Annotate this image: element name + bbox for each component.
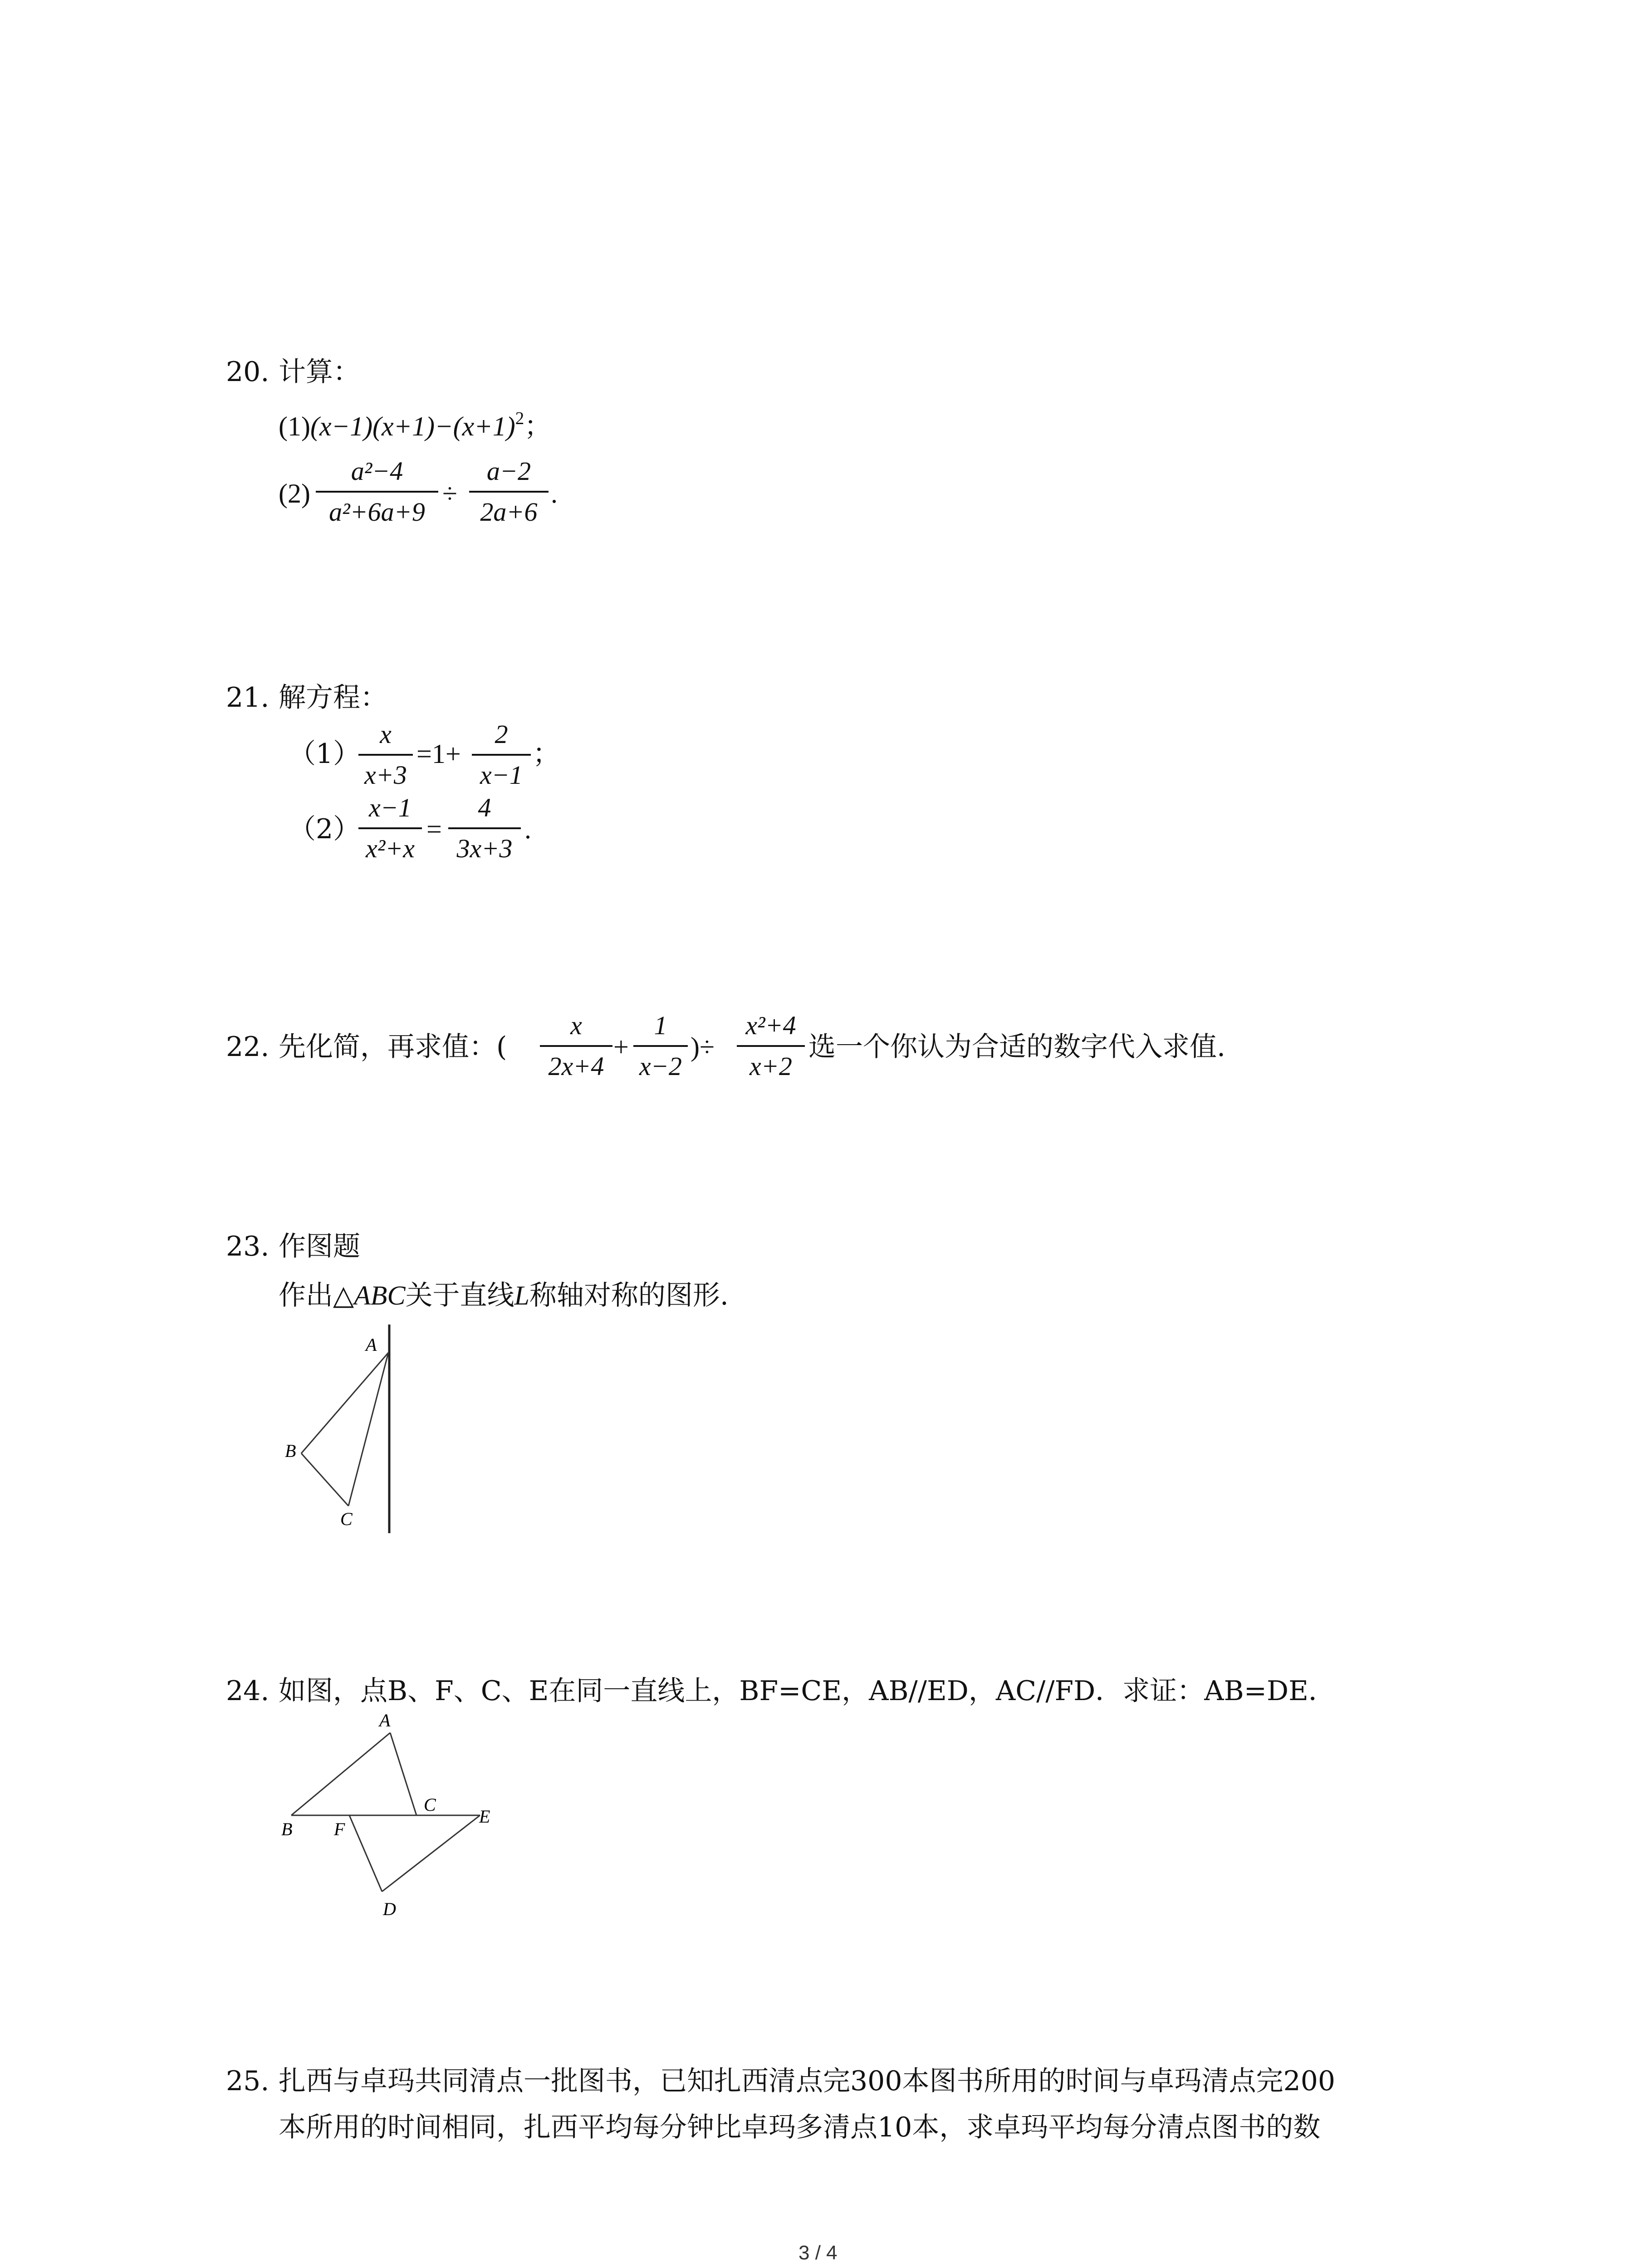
q22-fraction3 [737,1012,805,1080]
numerator: x²+4 [745,1011,796,1040]
q23-triangle-name: ABC [354,1281,406,1310]
segment-AC [390,1733,416,1815]
q20-title: 计算： [279,356,360,388]
label-D: D [383,1899,396,1919]
denominator: x²+x [365,834,415,863]
numerator: a−2 [486,456,531,486]
label-F: F [334,1819,345,1839]
segment-AB [291,1733,390,1815]
q21-title: 解方程： [279,682,387,714]
label-A: A [379,1710,391,1730]
numerator: a²−4 [351,456,403,486]
page-number: 3 / 4 [798,2242,838,2264]
numerator: x−1 [369,793,411,822]
q23-number: 23. [226,1231,269,1262]
label-B: B [281,1819,293,1839]
q22-plus: + [613,1032,629,1062]
q23-text-b: 关于直线 [405,1280,514,1311]
numerator: 4 [478,793,491,822]
q23-figure [272,1325,408,1538]
q21-part2-fraction2 [448,795,521,862]
q22-tail: 选一个你认为合适的数字代入求值. [808,1031,1226,1063]
segment-FD [349,1815,382,1892]
q22-close-divide: )÷ [691,1032,715,1062]
q22-number: 22. [226,1031,269,1063]
numerator: 2 [495,719,508,749]
q20-part2-fraction1 [316,458,438,525]
q21-part1-tag: （1） [289,738,361,770]
numerator: x [380,719,392,749]
q20-part2-end: . [551,479,558,508]
label-A: A [366,1334,377,1355]
q20-part1-tag: (1) [279,411,310,441]
q20-part2-fraction2 [469,458,549,525]
q22-fraction1 [540,1012,612,1080]
denominator: 2x+4 [548,1051,604,1081]
q22-lead: 先化简，再求值：( [279,1031,507,1063]
segment-DE [382,1815,480,1892]
q21-part2-end: . [524,814,531,844]
q25-number: 25. [226,2065,269,2097]
denominator: x+2 [749,1051,792,1081]
q20-part1-expr: (x−1)(x+1)−(x+1) [310,411,515,441]
q20-part1-exponent: 2 [515,408,524,428]
q21-part1-mid: =1+ [416,739,461,769]
denominator: 3x+3 [456,834,513,863]
q21-part2-mid: = [426,814,442,844]
q23-line-name: L [514,1281,529,1310]
q23-text-a: 作出△ [279,1280,354,1311]
denominator: a²+6a+9 [329,497,425,527]
denominator: x−1 [480,760,523,790]
numerator: 1 [654,1011,667,1040]
q24-number: 24. [226,1675,269,1707]
q23-text-c: 称轴对称的图形. [529,1280,729,1311]
q21-part2-tag: （2） [289,813,361,845]
label-C: C [340,1509,353,1529]
segment-BC [301,1453,348,1506]
q25-line1: 扎西与卓玛共同清点一批图书，已知扎西清点完300本图书所用的时间与卓玛清点完200 [279,2065,1336,2097]
q21-part1-end: ； [533,738,560,770]
q24-figure [272,1710,508,1923]
denominator: x+3 [364,760,407,790]
q21-part1-fraction2 [472,721,531,788]
q20-number: 20. [226,356,269,388]
q20-part1 [279,408,552,441]
denominator: x−2 [639,1051,682,1081]
denominator: 2a+6 [480,497,538,527]
q20-part2-tag: (2) [279,479,310,508]
q21-number: 21. [226,682,269,714]
label-C: C [424,1794,436,1815]
q25-line2: 本所用的时间相同，扎西平均每分钟比卓玛多清点10本，求卓玛平均每分清点图书的数 [279,2112,1321,2143]
q21-part1-fraction1 [358,721,413,788]
label-E: E [479,1806,490,1827]
q20-part1-end: ； [524,411,552,441]
q23-title: 作图题 [279,1231,360,1262]
q23-instruction [279,1282,729,1309]
q24-text: 如图，点B、F、C、E在同一直线上，BF=CE，AB//ED，AC//FD．求证：AB=DE． [279,1675,1336,1707]
q20-part2-divide: ÷ [442,479,457,508]
numerator: x [570,1011,582,1040]
label-B: B [285,1441,296,1461]
q22-fraction2 [633,1012,688,1080]
q21-part2-fraction1 [358,795,422,862]
